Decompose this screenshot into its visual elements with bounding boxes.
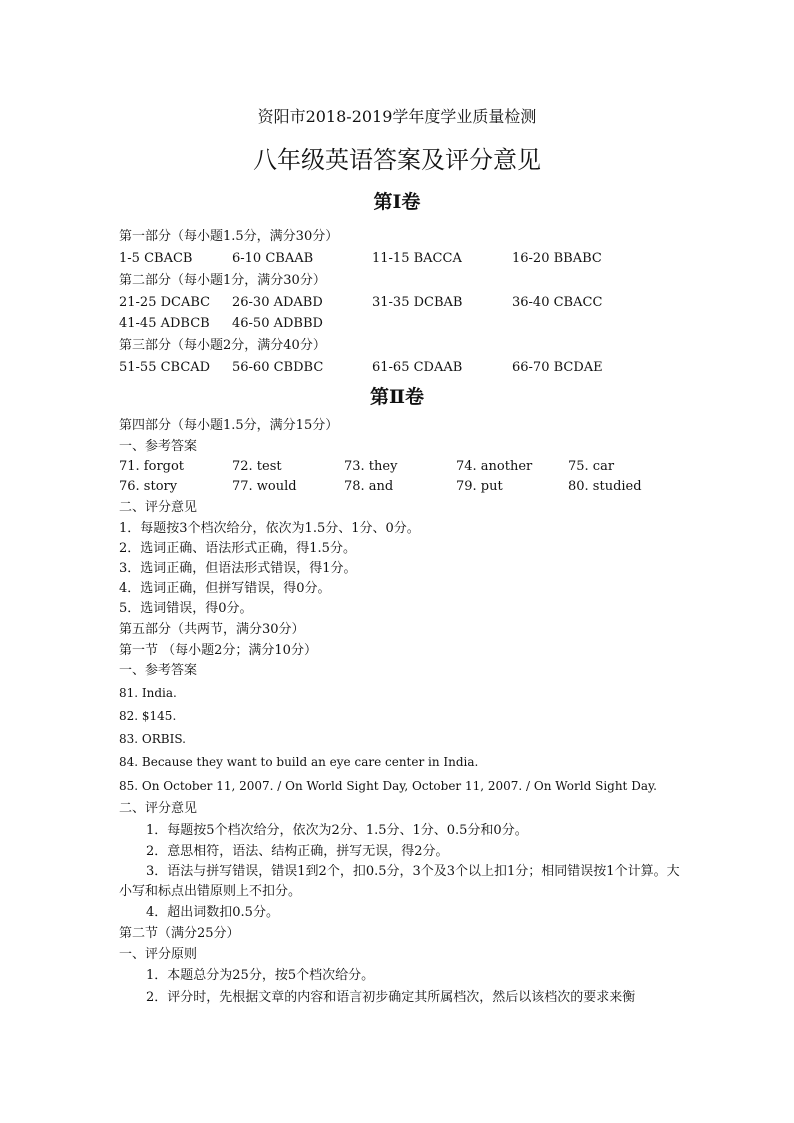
volume-two-heading: 第Ⅱ卷 <box>369 386 424 408</box>
criteria-item: 3．选词正确，但语法形式错误，得1分。 <box>119 561 357 576</box>
answer-item: 85. On October 11, 2007. / On World Sight Day, October 11, 2007. / On World Sight Day. <box>119 779 657 793</box>
principle-item: 2．评分时，先根据文章的内容和语言初步确定其所属档次，然后以该档次的要求来衡 <box>146 990 636 1005</box>
answer-item: 82. $145. <box>119 709 177 723</box>
answer-item: 83. ORBIS. <box>119 732 186 746</box>
answer-item: 75. car <box>568 459 615 474</box>
answer-item: 78. and <box>344 479 394 494</box>
part4-heading: 第四部分（每小题1.5分，满分15分） <box>119 418 339 433</box>
criteria-item: 2．意思相符，语法、结构正确，拼写无误，得2分。 <box>146 844 449 859</box>
reference-answers-heading: 一、参考答案 <box>119 439 198 454</box>
part3-heading: 第三部分（每小题2分，满分40分） <box>119 338 326 353</box>
criteria-item: 5．选词错误，得0分。 <box>119 601 253 616</box>
answer-group: 16-20 BBABC <box>512 251 602 266</box>
criteria-heading: 二、评分意见 <box>119 500 198 515</box>
answer-group: 36-40 CBACC <box>512 295 603 310</box>
answer-group: 46-50 ADBBD <box>232 316 323 331</box>
section2-heading: 第二节（满分25分） <box>119 926 240 941</box>
principle-item: 1．本题总分为25分，按5个档次给分。 <box>146 968 375 983</box>
principles-heading: 一、评分原则 <box>119 947 198 962</box>
answer-group: 1-5 CBACB <box>119 251 193 266</box>
part5-heading: 第五部分（共两节，满分30分） <box>119 622 305 637</box>
answer-group: 11-15 BACCA <box>372 251 462 266</box>
answer-item: 81. India. <box>119 686 177 700</box>
criteria-item: 3．语法与拼写错误，错误1到2个，扣0.5分，3个及3个以上扣1分；相同错误按1个计算。大小写和标点出错原则上不扣分。 <box>119 864 680 899</box>
answer-item: 79. put <box>456 479 503 494</box>
exam-title: 资阳市2018-2019学年度学业质量检测 <box>257 107 537 126</box>
page-title: 八年级英语答案及评分意见 <box>253 146 541 174</box>
answer-group: 41-45 ADBCB <box>119 316 210 331</box>
part1-heading: 第一部分（每小题1.5分，满分30分） <box>119 229 339 244</box>
answer-item: 76. story <box>119 479 178 494</box>
answer-item: 71. forgot <box>119 459 185 474</box>
answer-group: 21-25 DCABC <box>119 295 211 310</box>
answer-item: 84. Because they want to build an eye care center in India. <box>119 755 479 769</box>
answer-item: 77. would <box>232 479 297 494</box>
answer-group: 61-65 CDAAB <box>372 360 463 375</box>
answer-group: 66-70 BCDAE <box>512 360 603 375</box>
section1-heading: 第一节 （每小题2分；满分10分） <box>119 643 317 658</box>
answer-item: 73. they <box>344 459 398 474</box>
answer-group: 51-55 CBCAD <box>119 360 211 375</box>
volume-one-heading: 第Ⅰ卷 <box>373 191 421 213</box>
criteria-item: 1．每题按5个档次给分，依次为2分、1.5分、1分、0.5分和0分。 <box>146 823 528 838</box>
criteria-item: 4．选词正确，但拼写错误，得0分。 <box>119 581 331 596</box>
reference-answers-heading: 一、参考答案 <box>119 663 198 678</box>
answer-group: 31-35 DCBAB <box>372 295 463 310</box>
answer-group: 6-10 CBAAB <box>232 251 314 266</box>
criteria-item: 1．每题按3个档次给分，依次为1.5分、1分、0分。 <box>119 521 420 536</box>
answer-group: 56-60 CBDBC <box>232 360 324 375</box>
answer-item: 80. studied <box>568 479 642 494</box>
part2-heading: 第二部分（每小题1分，满分30分） <box>119 273 326 288</box>
criteria-item: 2．选词正确、语法形式正确，得1.5分。 <box>119 541 356 556</box>
criteria-heading: 二、评分意见 <box>119 801 198 816</box>
answer-item: 74. another <box>456 459 533 474</box>
answer-item: 72. test <box>232 459 282 474</box>
criteria-item: 4．超出词数扣0.5分。 <box>146 905 279 920</box>
answer-group: 26-30 ADABD <box>232 295 323 310</box>
